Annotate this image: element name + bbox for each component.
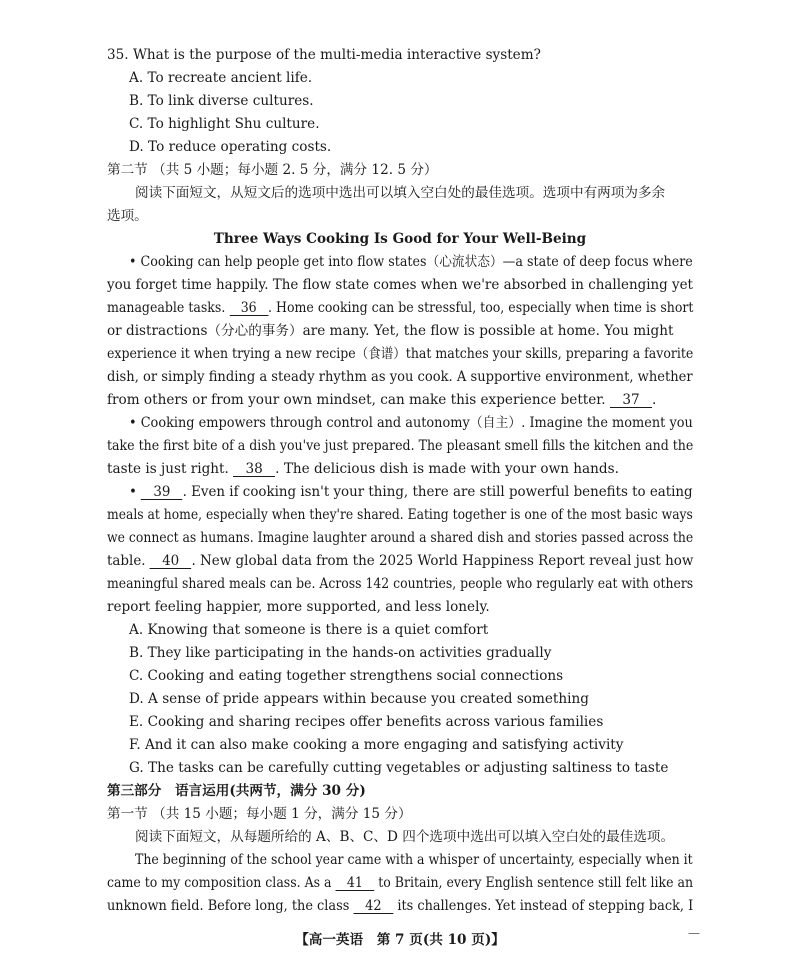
p1-line-3-text-b: . Home cooking can be stressful, too, especially when time is short (268, 300, 694, 316)
cloze-line-3-text-a: unknown field. Before long, the class (107, 898, 350, 914)
section-2-instruction-line-2: 选项。 (107, 208, 148, 224)
corner-mark: — (688, 926, 700, 940)
p1-line-2 (107, 276, 693, 294)
blank-38[interactable]: 38 (233, 462, 275, 477)
p1-line-3-text-a: manageable tasks. (107, 300, 226, 316)
p3-line-5: meaningful shared meals can be. Across 142 countries, people who regularly eat with others (107, 576, 694, 592)
p1-line-7-text-b: . (651, 392, 657, 408)
part-3-subheading: 第一节 （共 15 小题；每小题 1 分，满分 15 分） (107, 806, 412, 822)
section-2-heading: 第二节 （共 5 小题；每小题 2. 5 分，满分 12. 5 分） (107, 162, 438, 178)
blank-40[interactable]: 40 (150, 554, 192, 569)
blank-37[interactable]: 37 (610, 393, 652, 408)
choice-e: E. Cooking and sharing recipes offer benefits across various families (129, 714, 604, 730)
p2-line-3-text-b: . The delicious dish is made with your own hands. (275, 461, 619, 477)
p3-line-6: report feeling happier, more supported, and less lonely. (107, 599, 490, 615)
choice-b: B. They like participating in the hands-on activities gradually (129, 645, 552, 661)
question-35-stem: 35. What is the purpose of the multi-media interactive system? (107, 47, 541, 63)
blank-41[interactable]: 41 (336, 876, 375, 891)
cloze-line-1: The beginning of the school year came with a whisper of uncertainty, especially when it (135, 852, 693, 868)
q35-option-a: A. To recreate ancient life. (129, 70, 313, 86)
p3-line-4 (107, 552, 693, 570)
blank-39[interactable]: 39 (141, 485, 182, 500)
p1-line-3 (107, 299, 693, 317)
p2-line-2: take the first bite of a dish you've just prepared. The pleasant smell fills the kitchen and the (107, 438, 694, 454)
part-3-heading: 第三部分 语言运用(共两节，满分 30 分) (107, 783, 366, 799)
p3-line-1-text: . Even if cooking isn't your thing, there are still powerful benefits to eating (182, 484, 693, 500)
blank-42[interactable]: 42 (353, 899, 393, 914)
p2-line-3 (107, 460, 619, 478)
p1-line-1: • Cooking can help people get into flow states（心流状态）—a state of deep focus where (129, 254, 693, 270)
p3-line-4-text-b: . New global data from the 2025 World Happiness Report reveal just how (191, 553, 694, 569)
p3-line-4-text-a: table. (107, 553, 146, 569)
cloze-line-3 (107, 897, 693, 915)
choice-c: C. Cooking and eating together strengthens social connections (129, 668, 564, 684)
q35-option-c: C. To highlight Shu culture. (129, 116, 320, 132)
blank-36[interactable]: 36 (229, 301, 268, 316)
passage-title: Three Ways Cooking Is Good for Your Well-Being (213, 231, 587, 247)
cloze-line-3-text-b: its challenges. Yet instead of stepping back, I (397, 898, 694, 914)
p1-line-2-text: you forget time happily. The flow state comes when we're absorbed in challenging yet (107, 277, 693, 293)
p1-line-4: or distractions（分心的事务）are many. Yet, the flow is possible at home. You might (107, 323, 674, 339)
p1-line-5: experience it when trying a new recipe（食谱）that matches your skills, preparing a favorite (107, 346, 694, 362)
cloze-line-2-text-b: to Britain, every English sentence still felt like an (378, 875, 694, 891)
p3-line-1 (129, 483, 693, 501)
section-2-instruction-line-1: 阅读下面短文，从短文后的选项中选出可以填入空白处的最佳选项。选项中有两项为多余 (135, 185, 666, 201)
p3-line-2: meals at home, especially when they're shared. Eating together is one of the most basic ways (107, 507, 693, 523)
p1-line-7-text-a: from others or from your own mindset, can make this experience better. (107, 392, 606, 408)
cloze-line-2-text-a: came to my composition class. As a (107, 875, 332, 891)
q35-option-b: B. To link diverse cultures. (129, 93, 314, 109)
p2-line-1: • Cooking empowers through control and autonomy（自主）. Imagine the moment you (129, 415, 693, 431)
p3-line-3: we connect as humans. Imagine laughter around a shared dish and stories passed across the (107, 530, 694, 546)
p2-line-3-text-a: taste is just right. (107, 461, 229, 477)
page-footer: 【高一英语 第 7 页(共 10 页)】 (295, 932, 505, 948)
cloze-line-2 (107, 874, 693, 892)
choice-d: D. A sense of pride appears within because you created something (129, 691, 589, 707)
p3-bullet: • (129, 484, 137, 500)
q35-option-d: D. To reduce operating costs. (129, 139, 332, 155)
choice-a: A. Knowing that someone is there is a quiet comfort (129, 622, 489, 638)
choice-f: F. And it can also make cooking a more engaging and satisfying activity (129, 737, 624, 753)
p1-line-7 (107, 391, 656, 409)
choice-g: G. The tasks can be carefully cutting vegetables or adjusting saltiness to taste (129, 760, 669, 776)
part-3-instruction: 阅读下面短文，从每题所给的 A、B、C、D 四个选项中选出可以填入空白处的最佳选项。 (135, 829, 675, 845)
p1-line-6: dish, or simply finding a steady rhythm as you cook. A supportive environment, whether (107, 369, 693, 385)
